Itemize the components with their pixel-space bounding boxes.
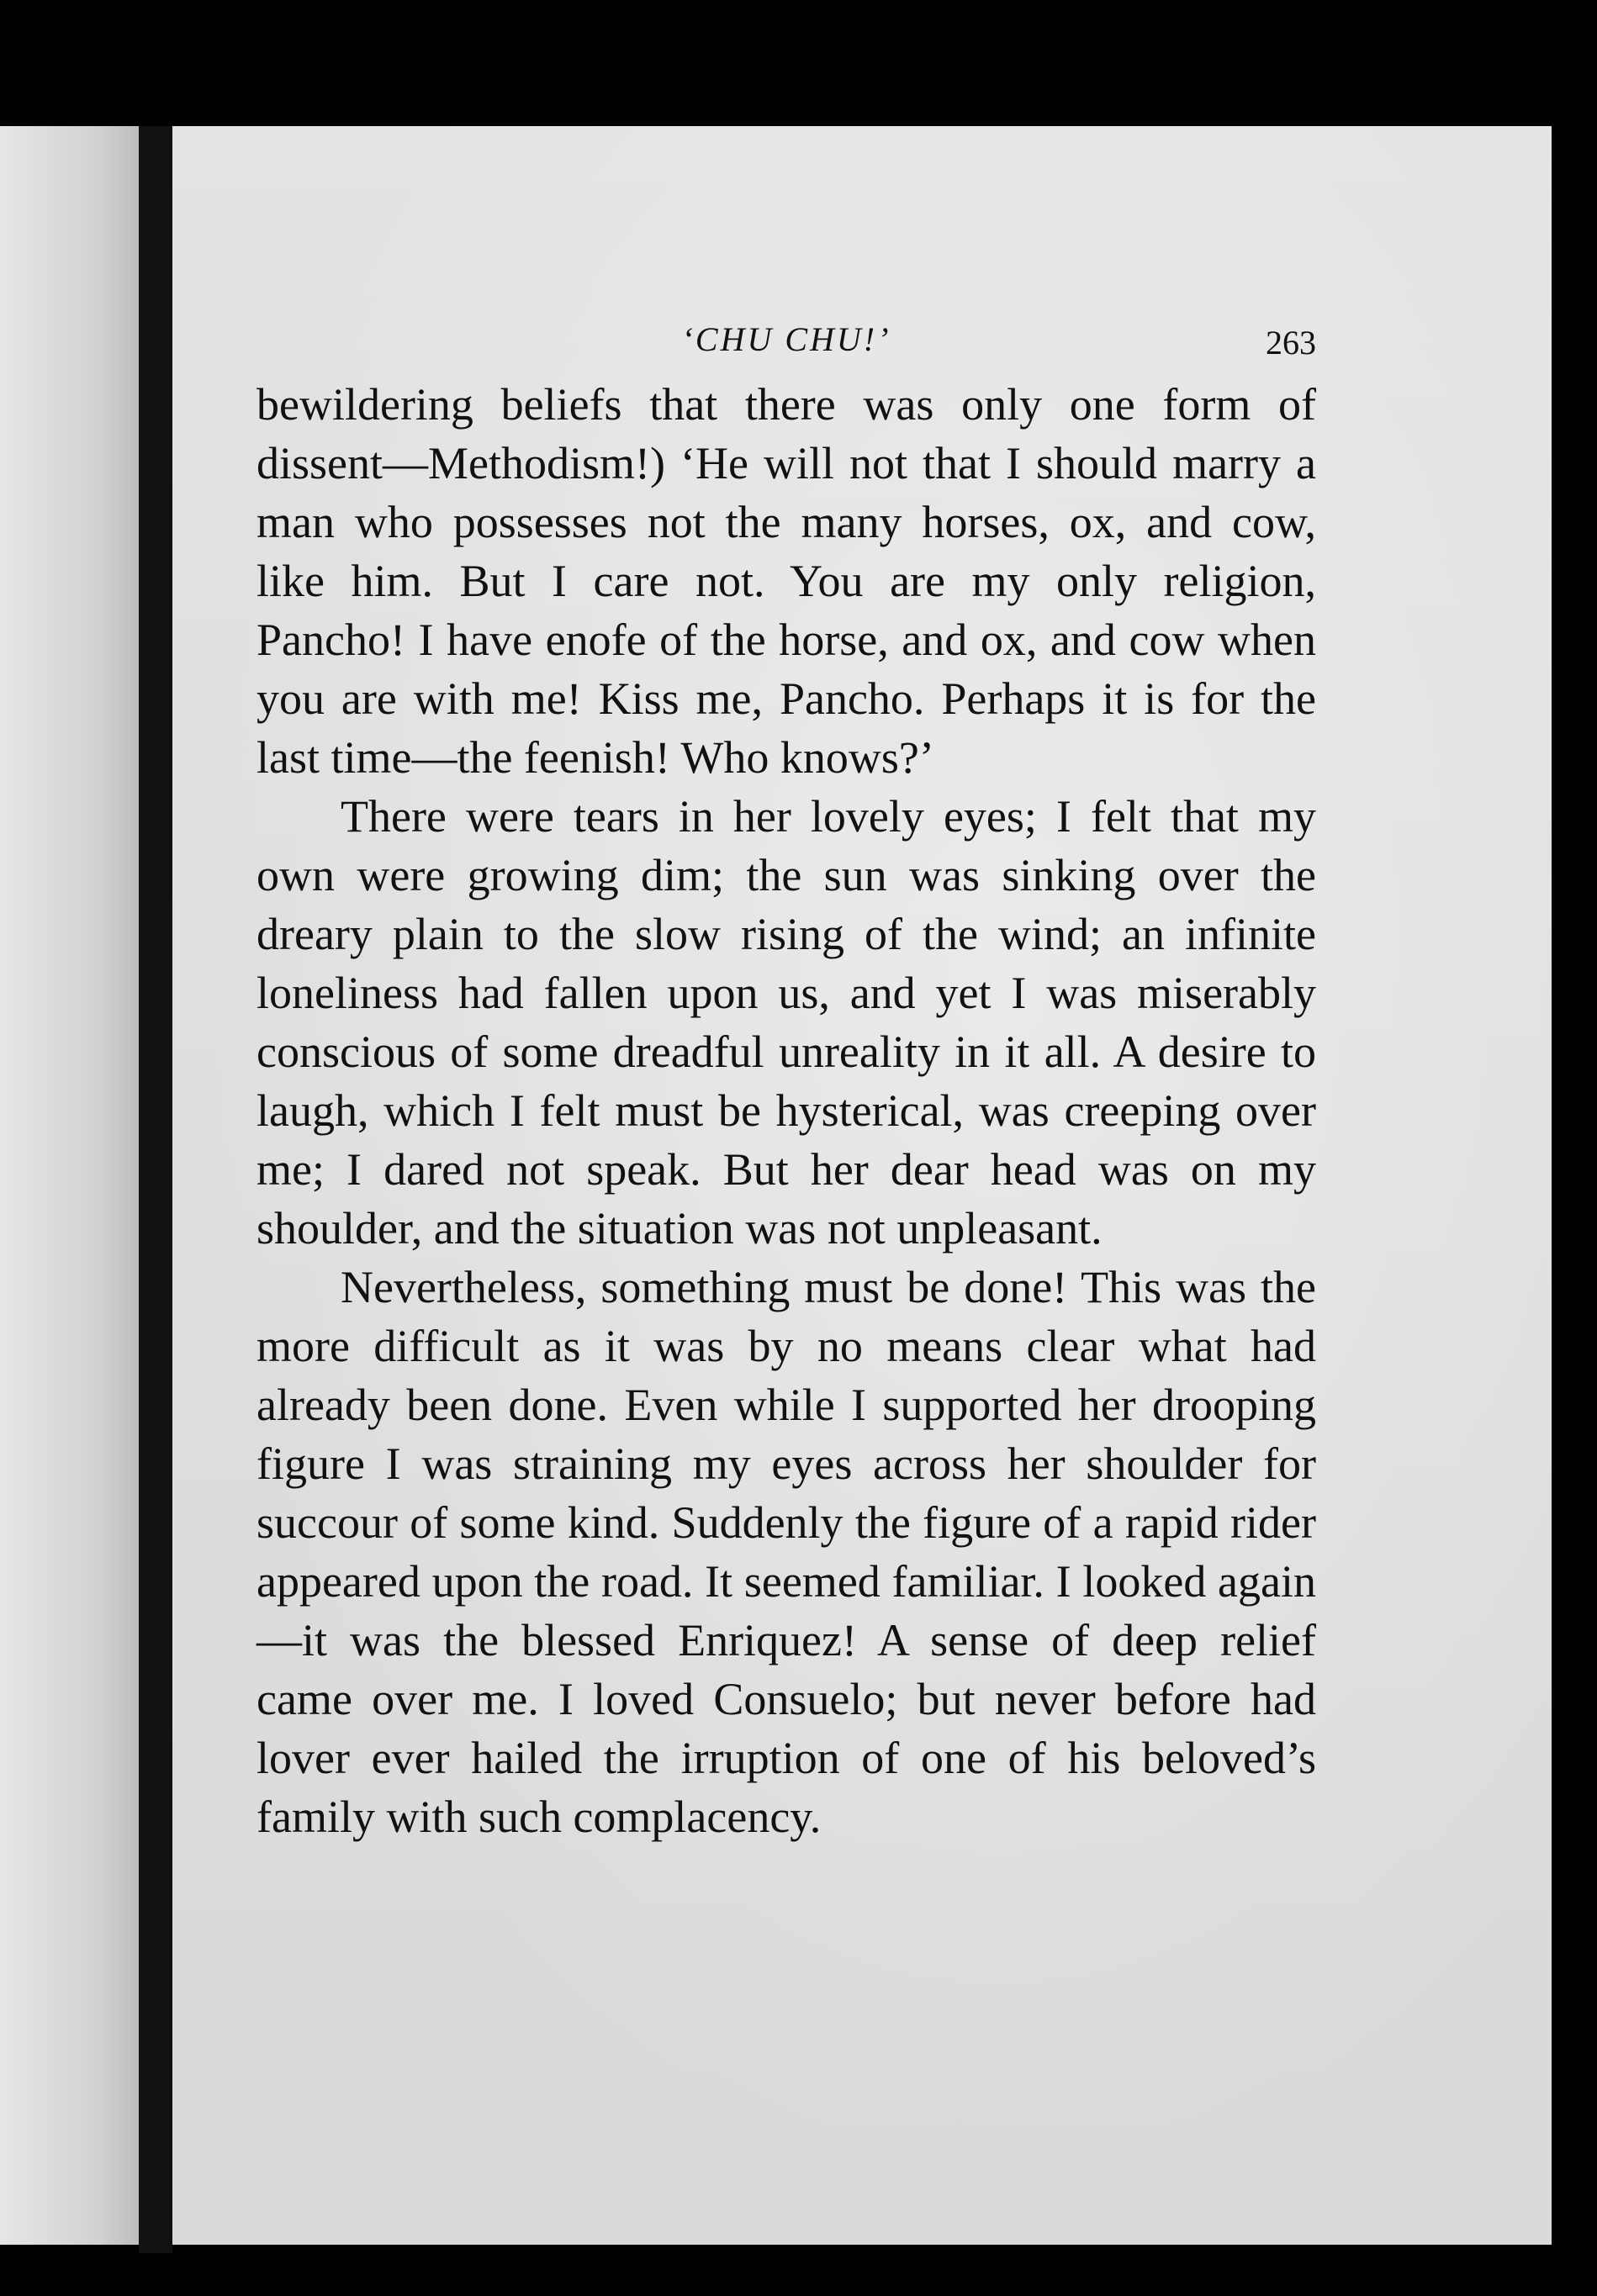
running-title: ‘CHU CHU!’ xyxy=(681,320,891,358)
page-content xyxy=(256,311,1316,1846)
paragraph-3: Nevertheless, something must be done! This was the more difficult as it was by no means clear what had already been done. Even while I supported her drooping figure I was straining my eyes across her shoulder for succour of some kind. Suddenly the figure of a rapid rider appeared upon the road. It seemed familiar. I looked again—it was the blessed Enriquez! A sense of deep relief came over me. I loved Consuelo; but never before had lover ever hailed the irruption of one of his beloved’s family with such complacency. xyxy=(256,1262,1316,1842)
paragraph-2: There were tears in her lovely eyes; I felt that my own were growing dim; the sun was sinking over the dreary plain to the slow rising of the wind; an infinite loneliness had fallen upon us, and yet I was miserably conscious of some dreadful unreality in it all. A desire to laugh, which I felt must be hysterical, was creeping over me; I dared not speak. But her dear head was on my shoulder, and the situation was not unpleasant. xyxy=(256,791,1316,1254)
paragraph-1: bewildering beliefs that there was only one form of dissent—Methodism!) ‘He will not that I should marry a man who possesses not the many horses, ox, and cow, like him. But I care not. You are my only religion, Pancho! I have enofe of the horse, and ox, and cow when you are with me! Kiss me, Pancho. Perhaps it is for the last time—the feenish! Who knows?’ xyxy=(256,379,1316,783)
body-text xyxy=(256,375,1316,1846)
running-head xyxy=(256,311,1316,370)
page-number: 263 xyxy=(1266,324,1316,362)
facing-page-edge xyxy=(0,126,139,2245)
right-border xyxy=(1552,126,1597,2253)
book-gutter xyxy=(139,126,172,2253)
book-page xyxy=(172,126,1552,2245)
